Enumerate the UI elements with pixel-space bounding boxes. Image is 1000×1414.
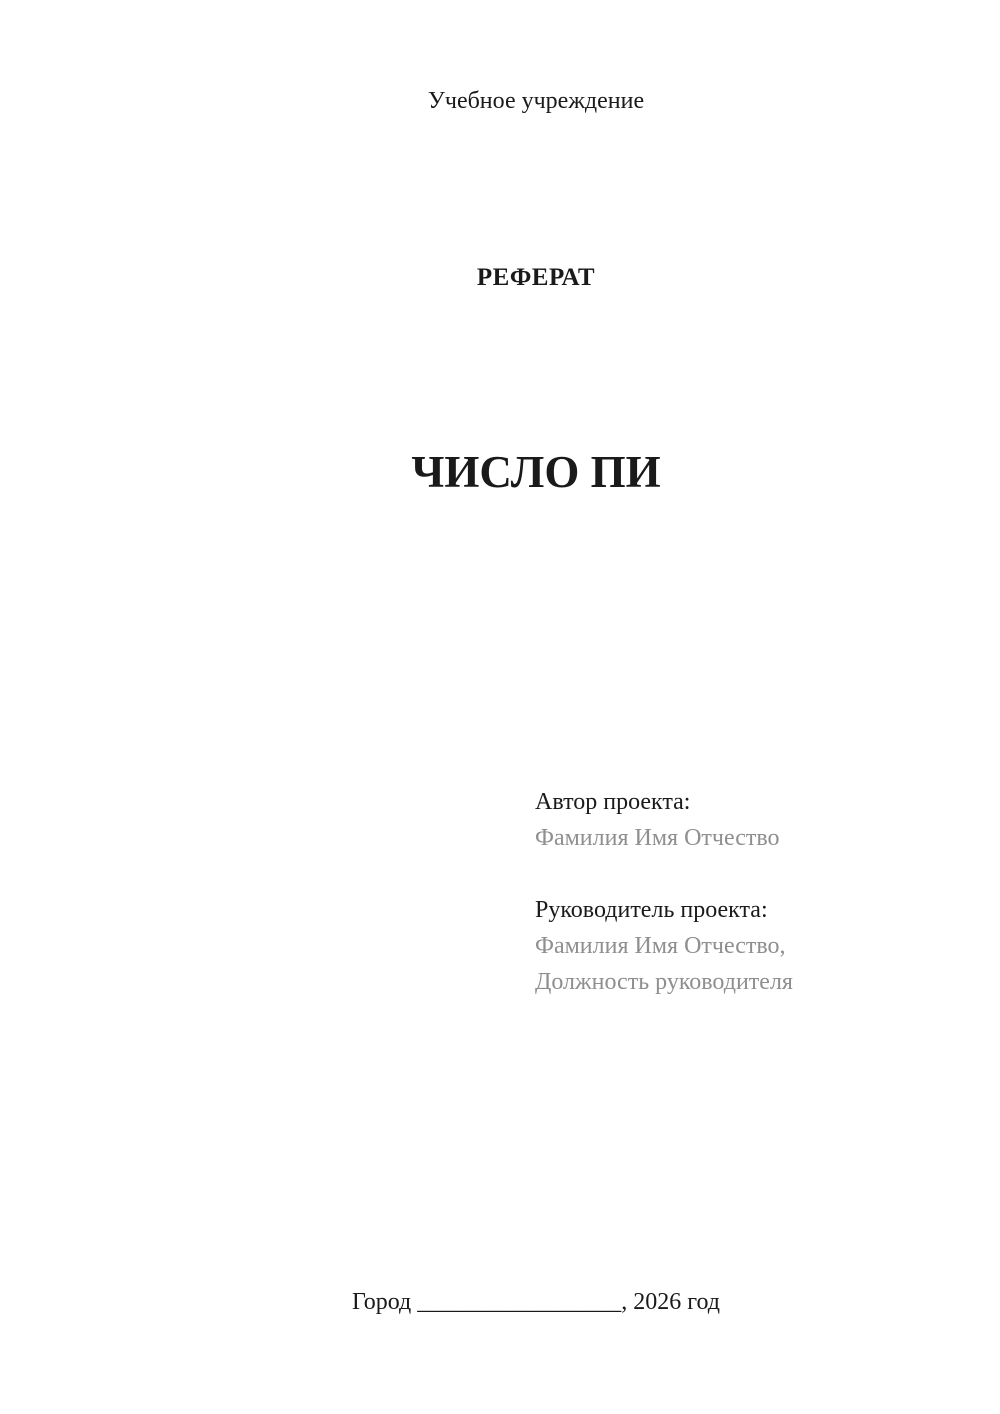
city-year-line: Город _________________, 2026 год xyxy=(351,1289,721,1315)
credits-block xyxy=(535,784,793,1000)
author-label: Автор проекта: xyxy=(535,789,691,815)
report-title: ЧИСЛО ПИ xyxy=(411,447,661,497)
supervisor-name-placeholder: Фамилия Имя Отчество, xyxy=(535,933,786,959)
document-type-heading: РЕФЕРАТ xyxy=(476,264,596,291)
supervisor-label: Руководитель проекта: xyxy=(535,897,768,923)
author-name-placeholder: Фамилия Имя Отчество xyxy=(535,825,780,851)
credits-spacer xyxy=(535,856,793,892)
institution-name: Учебное учреждение xyxy=(427,88,645,114)
supervisor-position-placeholder: Должность руководителя xyxy=(535,969,793,995)
